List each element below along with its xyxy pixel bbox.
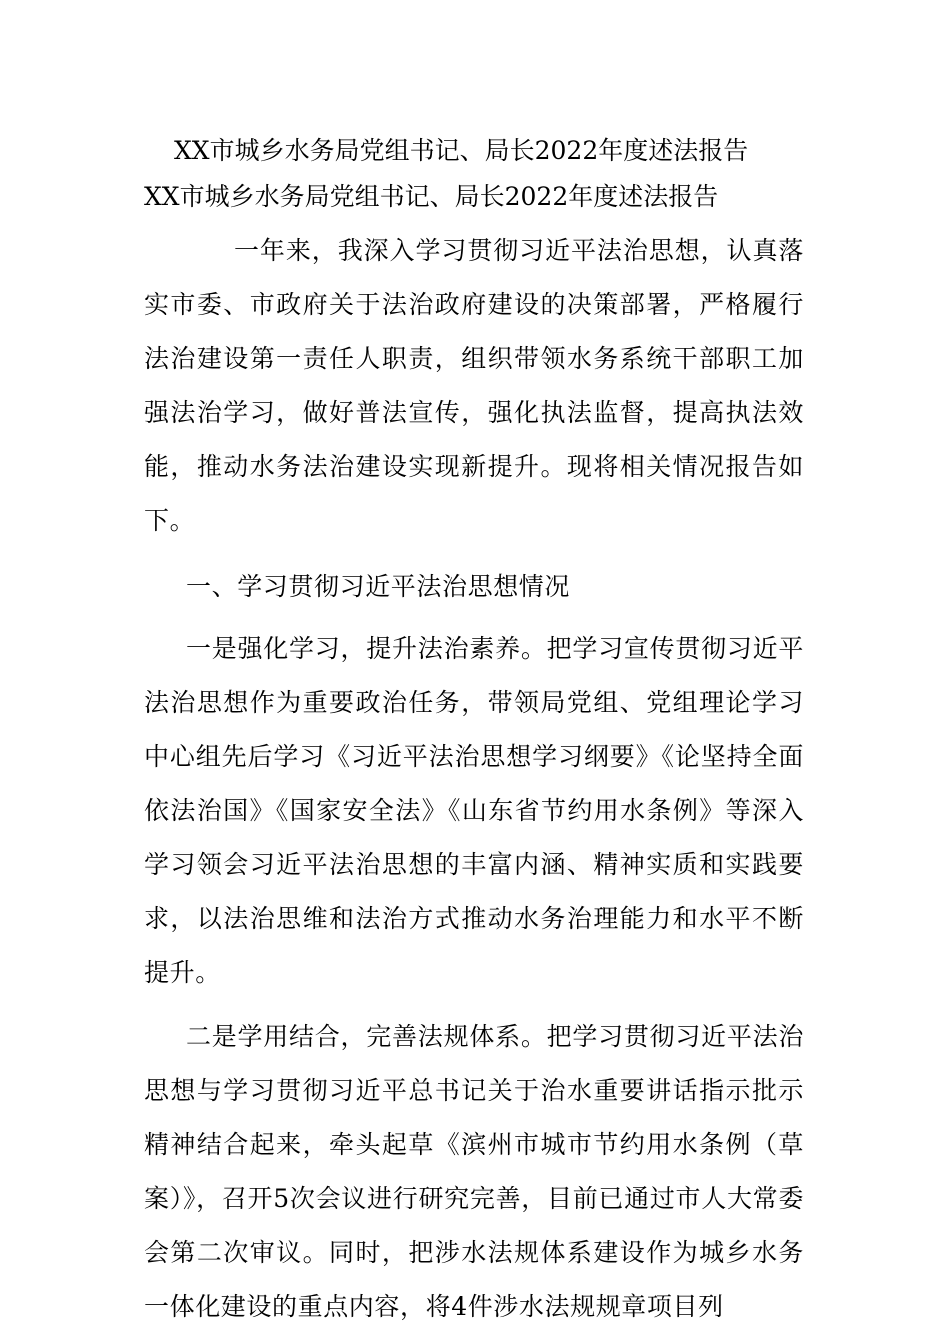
document-title-repeat: XX市城乡水务局党组书记、局长2022年度述法报告 bbox=[144, 182, 719, 211]
body-paragraph-1: 一是强化学习，提升法治素养。把学习宣传贯彻习近平法治思想作为重要政治任务，带领局党组、党组理论学习中心组先后学习《习近平法治思想学习纲要》《论坚持全面依法治国》《国家安全法》《山东省节约用水条例》等深入学习领会习近平法治思想的丰富内涵、精神实质和实践要求，以法治思维和法治方式推动水务治理能力和水平不断提升。 bbox=[144, 634, 804, 987]
intro-paragraph: 一年来，我深入学习贯彻习近平法治思想，认真落实市委、市政府关于法治政府建设的决策部署，严格履行法治建设第一责任人职责，组织带领水务系统干部职工加强法治学习，做好普法宣传，强化执法监督，提高执法效能，推动水务法治建设实现新提升。现将相关情况报告如下。 bbox=[144, 236, 804, 535]
body-paragraph-2: 二是学用结合，完善法规体系。把学习贯彻习近平法治思想与学习贯彻习近平总书记关于治水重要讲话指示批示精神结合起来，牵头起草《滨州市城市节约用水条例（草案）》，召开5次会议进行研究完善，目前已通过市人大常委会第二次审议。同时，把涉水法规体系建设作为城乡水务一体化建设的重点内容，将4件涉水法规规章项目列 bbox=[144, 1022, 804, 1321]
section-heading-1: 一、学习贯彻习近平法治思想情况 bbox=[186, 572, 571, 601]
document-title: XX市城乡水务局党组书记、局长2022年度述法报告 bbox=[174, 136, 749, 165]
document-body bbox=[144, 128, 804, 1334]
